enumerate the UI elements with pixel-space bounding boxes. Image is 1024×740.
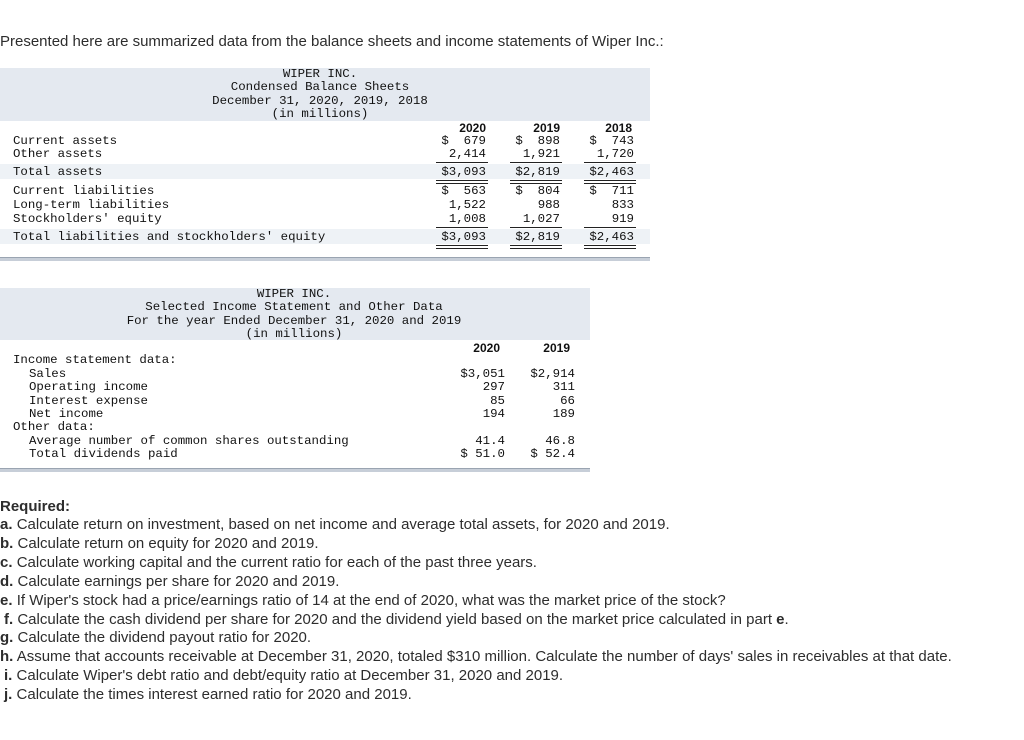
cell-2019: 189 (552, 407, 575, 421)
cell-2020: 1,522 (448, 198, 486, 212)
required-list (0, 516, 1000, 705)
cell-2019: 311 (552, 380, 575, 394)
subtotal-underline (510, 227, 562, 228)
total-double-underline (436, 245, 488, 249)
subtotal-underline (510, 162, 562, 163)
total-double-underline (584, 245, 636, 249)
question-tail: . (784, 610, 789, 628)
question-text: Calculate the dividend payout ratio for 2020. (17, 629, 312, 647)
question-j (0, 686, 1000, 705)
year-header-2020: 2020 (473, 341, 500, 355)
cell-2019: $2,914 (530, 367, 575, 381)
row-label: Current liabilities (13, 184, 155, 198)
question-text: Calculate the cash dividend per share for 2020 and the dividend yield based on the market price calculated in part (17, 610, 772, 628)
total-double-underline (510, 245, 562, 249)
row-label: Operating income (29, 380, 148, 394)
year-header-2019: 2019 (533, 121, 560, 135)
cell-2020: $ 51.0 (460, 447, 505, 461)
cell-2019: $2,819 (515, 165, 560, 179)
question-text: Calculate return on investment, based on net income and average total assets, for 2020 and 2019. (16, 516, 670, 533)
question-f (0, 611, 1000, 630)
section-label: Other data: (13, 420, 95, 434)
year-header-2018: 2018 (605, 121, 632, 135)
question-b (0, 535, 1000, 554)
row-label: Total dividends paid (29, 447, 178, 461)
intro-text: Presented here are summarized data from the balance sheets and income statements of Wiper Inc.: (0, 33, 664, 50)
cell-2019: 1,921 (522, 147, 560, 161)
row-label: Total liabilities and stockholders' equity (13, 230, 326, 244)
income-statement-table (0, 288, 590, 474)
income-statement-caption (100, 288, 488, 342)
cell-2020: $3,093 (441, 230, 486, 244)
caption-period: For the year Ended December 31, 2020 and 2019 (126, 313, 462, 328)
cell-2020: $ 679 (441, 134, 486, 148)
question-h (0, 648, 1000, 667)
cell-2018: 1,720 (596, 147, 634, 161)
caption-date: December 31, 2020, 2019, 2018 (212, 93, 428, 108)
row-label: Interest expense (29, 394, 148, 408)
question-letter: e. (0, 591, 13, 609)
caption-units: (in millions) (271, 107, 369, 122)
question-letter: j. (4, 686, 13, 704)
row-label: Sales (29, 367, 67, 381)
cell-2019: 46.8 (545, 434, 575, 448)
row-label: Average number of common shares outstanding (29, 434, 349, 448)
cell-2018: 919 (611, 212, 634, 226)
cell-2018: $2,463 (589, 165, 634, 179)
table-bottom-rule (0, 257, 650, 261)
question-text: Calculate the times interest earned ratio for 2020 and 2019. (16, 686, 412, 704)
question-i (0, 667, 1000, 686)
subtotal-underline (436, 162, 488, 163)
required-heading: Required: (0, 498, 71, 515)
cell-2019: 66 (560, 394, 575, 408)
cell-2020: 85 (490, 394, 505, 408)
question-letter: c. (0, 553, 13, 571)
question-text: Calculate Wiper's debt ratio and debt/equity ratio at December 31, 2020 and 2019. (16, 667, 564, 685)
caption-company: WIPER INC. (256, 287, 332, 301)
question-text: Calculate earnings per share for 2020 and 2019. (17, 572, 340, 590)
question-part-ref: e (776, 610, 785, 628)
question-g (0, 629, 1000, 648)
cell-2020: 1,008 (448, 212, 486, 226)
caption-units: (in millions) (245, 327, 343, 342)
question-text: Calculate working capital and the current ratio for each of the past three years. (16, 553, 537, 571)
year-header-2020: 2020 (459, 121, 486, 135)
question-text: If Wiper's stock had a price/earnings ratio of 14 at the end of 2020, what was the market price of the stock? (16, 591, 726, 609)
cell-2020: $ 563 (441, 184, 486, 198)
cell-2020: 2,414 (448, 147, 486, 161)
question-letter: h. (0, 648, 14, 666)
subtotal-underline (436, 227, 488, 228)
cell-2019: 1,027 (522, 212, 560, 226)
caption-title: Condensed Balance Sheets (230, 80, 410, 95)
cell-2019: 988 (537, 198, 560, 212)
cell-2019: $ 804 (515, 184, 560, 198)
caption-title: Selected Income Statement and Other Data (145, 300, 443, 315)
balance-sheet-caption (170, 68, 470, 122)
question-a (0, 516, 1000, 535)
cell-2019: $ 898 (515, 134, 560, 148)
question-text: Calculate return on equity for 2020 and 2019. (17, 534, 319, 552)
cell-2019: $2,819 (515, 230, 560, 244)
question-d (0, 573, 1000, 592)
question-e (0, 592, 1000, 611)
cell-2020: $3,051 (460, 367, 505, 381)
row-label: Long-term liabilities (13, 198, 170, 212)
cell-2020: $3,093 (441, 165, 486, 179)
question-letter: f. (4, 610, 14, 628)
question-letter: b. (0, 534, 14, 552)
subtotal-underline (584, 227, 636, 228)
subtotal-underline (584, 162, 636, 163)
question-letter: i. (4, 667, 13, 685)
table-bottom-rule (0, 468, 590, 472)
row-label: Stockholders' equity (13, 212, 162, 226)
row-label: Current assets (13, 134, 118, 148)
cell-2020: 41.4 (475, 434, 505, 448)
question-letter: a. (0, 516, 13, 533)
cell-2020: 297 (482, 380, 505, 394)
cell-2018: $2,463 (589, 230, 634, 244)
question-letter: g. (0, 629, 14, 647)
question-letter: d. (0, 572, 14, 590)
question-text: Assume that accounts receivable at December 31, 2020, totaled $310 million. Calculate the number of days' sales in receivables at that date. (16, 648, 952, 666)
cell-2019: $ 52.4 (530, 447, 575, 461)
section-label: Income statement data: (13, 353, 177, 367)
question-c (0, 554, 1000, 573)
year-header-2019: 2019 (543, 341, 570, 355)
cell-2018: $ 711 (589, 184, 634, 198)
row-label: Total assets (13, 165, 103, 179)
caption-company: WIPER INC. (282, 67, 358, 81)
row-label: Net income (29, 407, 104, 421)
cell-2018: 833 (611, 198, 634, 212)
balance-sheet-table (0, 68, 650, 264)
cell-2018: $ 743 (589, 134, 634, 148)
cell-2020: 194 (482, 407, 505, 421)
row-label: Other assets (13, 147, 103, 161)
